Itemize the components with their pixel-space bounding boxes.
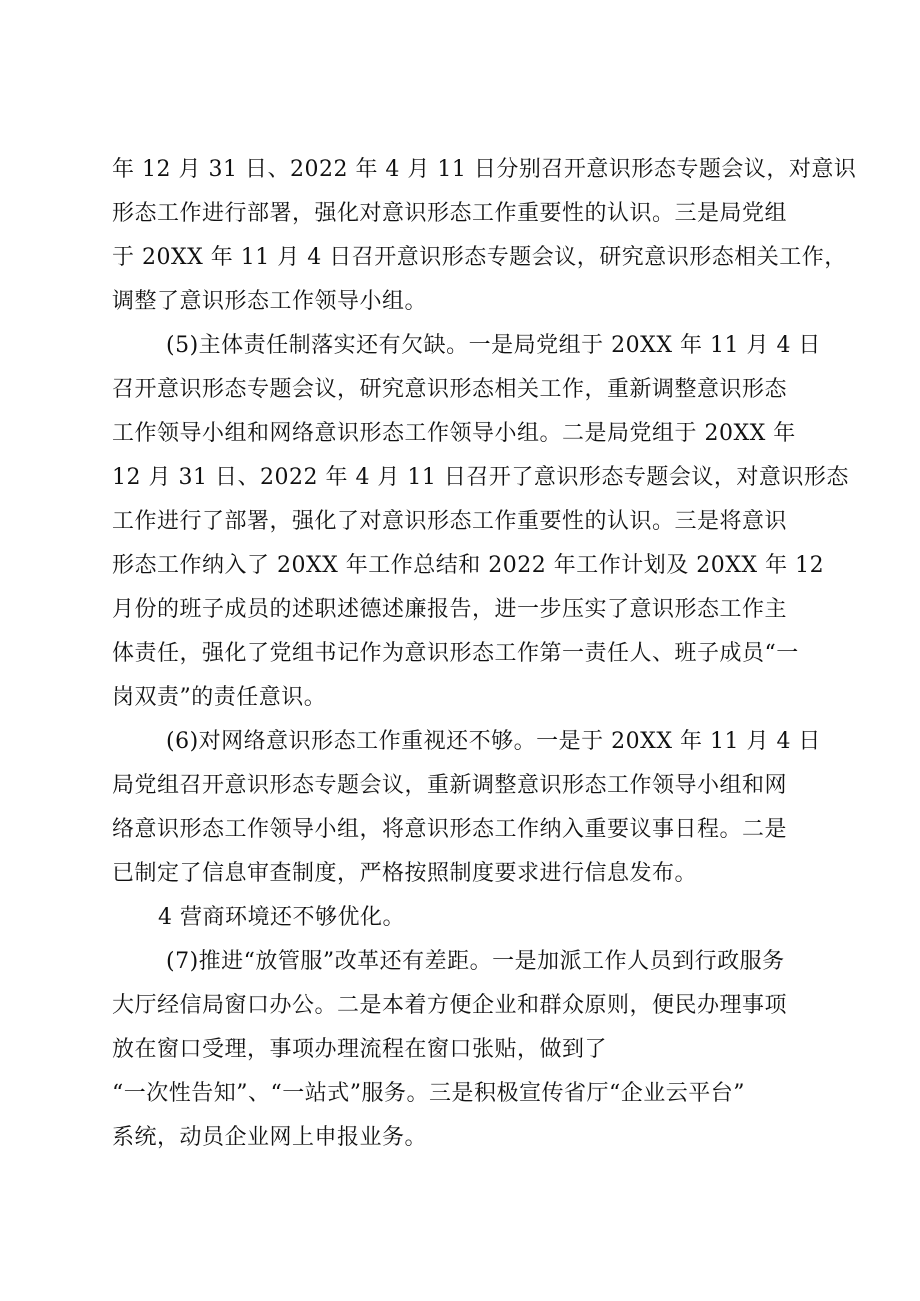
text-line: 形态工作纳入了 20XX 年工作总结和 2022 年工作计划及 20XX 年 12 [112, 553, 825, 578]
paragraph-6-heading: (6)对网络意识形态工作重视还不够。一是于 20XX 年 11 月 4 日 [166, 729, 821, 754]
text-line: 年 12 月 31 日、2022 年 4 月 11 日分别召开意识形态专题会议，对意识 [112, 157, 857, 182]
text-line: 岗双责”的责任意识。 [112, 685, 327, 710]
text-line: 调整了意识形态工作领导小组。 [112, 289, 428, 314]
text-line: 局党组召开意识形态专题会议，重新调整意识形态工作领导小组和网 [112, 773, 788, 798]
text-line: “一次性告知”、“一站式”服务。三是积极宣传省厅“企业云平台” [112, 1081, 745, 1106]
section-4-heading: 4 营商环境还不够优化。 [158, 905, 405, 930]
text-line: 工作进行了部署，强化了对意识形态工作重要性的认识。三是将意识 [112, 509, 788, 534]
text-line: 形态工作进行部署，强化对意识形态工作重要性的认识。三是局党组 [112, 201, 788, 226]
text-line: 放在窗口受理，事项办理流程在窗口张贴，做到了 [112, 1037, 608, 1062]
text-line: 系统，动员企业网上申报业务。 [112, 1125, 428, 1150]
text-line: 召开意识形态专题会议，研究意识形态相关工作，重新调整意识形态 [112, 377, 788, 402]
text-line: 体责任，强化了党组书记作为意识形态工作第一责任人、班子成员“一 [112, 641, 799, 666]
text-line: 于 20XX 年 11 月 4 日召开意识形态专题会议，研究意识形态相关工作， [112, 245, 847, 270]
text-line: 月份的班子成员的述职述德述廉报告，进一步压实了意识形态工作主 [112, 597, 788, 622]
text-line: 12 月 31 日、2022 年 4 月 11 日召开了意识形态专题会议，对意识形态 [112, 465, 849, 490]
text-line: 已制定了信息审查制度，严格按照制度要求进行信息发布。 [112, 861, 698, 886]
paragraph-5-heading: (5)主体责任制落实还有欠缺。一是局党组于 20XX 年 11 月 4 日 [166, 333, 821, 358]
text-line: 工作领导小组和网络意识形态工作领导小组。二是局党组于 20XX 年 [112, 421, 796, 446]
text-line: 络意识形态工作领导小组，将意识形态工作纳入重要议事日程。二是 [112, 817, 788, 842]
paragraph-7-heading: (7)推进“放管服”改革还有差距。一是加派工作人员到行政服务 [166, 949, 785, 974]
text-line: 大厅经信局窗口办公。二是本着方便企业和群众原则，便民办理事项 [112, 993, 788, 1018]
